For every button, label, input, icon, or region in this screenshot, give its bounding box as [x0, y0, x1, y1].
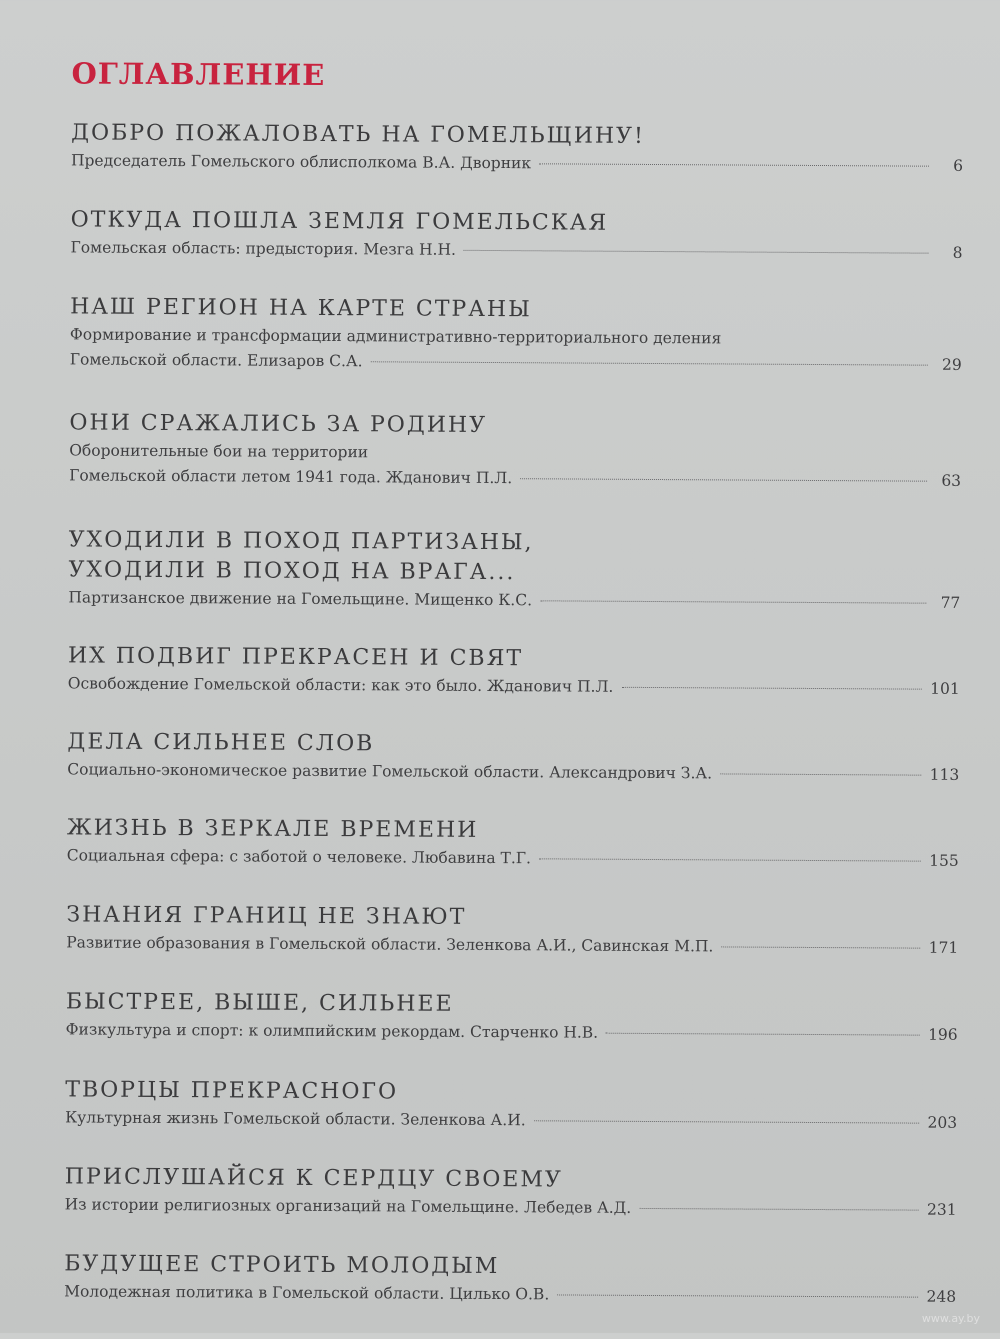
dot-leader	[639, 1208, 919, 1211]
toc-entry	[68, 585, 960, 615]
page-number: 196	[928, 1025, 958, 1044]
entry-text: Культурная жизнь Гомельской области. Зеленкова А.И.	[65, 1108, 526, 1130]
toc-section	[64, 1249, 956, 1309]
toc-entry	[66, 1017, 958, 1047]
toc-section	[68, 525, 961, 615]
page-title: ОГЛАВЛЕНИЕ	[71, 56, 326, 92]
section-heading: ПРИСЛУШАЙСЯ К СЕРДЦУ СВОЕМУ	[64, 1164, 563, 1193]
entry-text: Председатель Гомельского облисполкома В.А. Дворник	[70, 151, 532, 173]
toc-entry	[70, 347, 962, 377]
entry-text-line: Формирование и трансформации административно-территориального деления	[69, 325, 722, 348]
toc-section	[70, 205, 962, 265]
section-heading: ТВОРЦЫ ПРЕКРАСНОГО	[65, 1077, 399, 1105]
entry-text: Гомельской области летом 1941 года. Жданович П.Л.	[69, 466, 513, 488]
section-heading: БЫСТРЕЕ, ВЫШЕ, СИЛЬНЕЕ	[65, 989, 454, 1017]
toc-section	[65, 1075, 957, 1135]
entry-text: Социальная сфера: с заботой о человеке. Любавина Т.Г.	[66, 846, 532, 868]
toc-entry	[70, 235, 962, 265]
dot-leader	[721, 946, 920, 948]
dot-leader	[520, 478, 927, 481]
section-heading: БУДУЩЕЕ СТРОИТЬ МОЛОДЫМ	[64, 1251, 500, 1280]
entry-text: Физкультура и спорт: к олимпийским рекордам. Старченко Н.В.	[65, 1020, 599, 1042]
toc-section	[66, 987, 958, 1047]
toc-entry	[67, 843, 959, 873]
watermark: www.ay.by	[921, 1312, 980, 1325]
section-heading: НАШ РЕГИОН НА КАРТЕ СТРАНЫ	[70, 294, 532, 323]
entry-text: Партизанское движение на Гомельщине. Мищенко К.С.	[68, 588, 533, 610]
toc-section	[65, 1162, 957, 1222]
page-number: 29	[942, 355, 962, 374]
entry-text: Развитие образования в Гомельской области. Зеленкова А.И., Савинская М.П.	[66, 933, 714, 956]
toc-entry	[68, 671, 960, 701]
toc-section	[70, 292, 962, 377]
dot-leader	[534, 1120, 920, 1123]
toc-entry	[64, 1279, 956, 1309]
toc-section	[68, 641, 960, 701]
page-number: 231	[926, 1200, 957, 1219]
toc-section	[67, 813, 959, 873]
page-number: 77	[940, 593, 961, 612]
dot-leader	[557, 1294, 918, 1297]
section-heading: ДЕЛА СИЛЬНЕЕ СЛОВ	[67, 729, 375, 757]
dot-leader	[606, 1033, 920, 1036]
section-heading: УХОДИЛИ В ПОХОД НА ВРАГА...	[68, 557, 516, 586]
toc-entry	[67, 757, 959, 787]
section-heading: ЗНАНИЯ ГРАНИЦ НЕ ЗНАЮТ	[66, 902, 467, 930]
section-heading: ДОБРО ПОЖАЛОВАТЬ НА ГОМЕЛЬЩИНУ!	[71, 120, 645, 149]
dot-leader	[720, 773, 922, 775]
page-number: 171	[928, 938, 959, 957]
dot-leader	[371, 361, 928, 365]
section-heading: ИХ ПОДВИГ ПРЕКРАСЕН И СВЯТ	[67, 643, 524, 672]
page-number: 155	[929, 851, 959, 870]
toc-section	[71, 118, 963, 178]
toc-section	[66, 900, 958, 960]
page-number: 6	[953, 156, 964, 175]
toc-section	[69, 408, 961, 493]
page-number: 248	[926, 1287, 957, 1306]
page-number: 8	[952, 243, 963, 262]
toc-entry	[69, 463, 961, 493]
section-heading: ОНИ СРАЖАЛИСЬ ЗА РОДИНУ	[69, 410, 488, 438]
section-heading: ОТКУДА ПОШЛА ЗЕМЛЯ ГОМЕЛЬСКАЯ	[70, 207, 609, 236]
entry-text: Из истории религиозных организаций на Гомельщине. Лебедев А.Д.	[64, 1195, 632, 1217]
section-heading: ЖИЗНЬ В ЗЕРКАЛЕ ВРЕМЕНИ	[66, 815, 479, 843]
dot-leader	[464, 250, 929, 254]
toc-entry	[65, 1192, 957, 1222]
toc-entry	[66, 930, 958, 960]
section-heading: УХОДИЛИ В ПОХОД ПАРТИЗАНЫ,	[68, 527, 534, 556]
dot-leader	[539, 163, 929, 166]
toc-section	[67, 727, 959, 787]
toc-entry	[65, 1105, 957, 1135]
entry-text: Освобождение Гомельской области: как это было. Жданович П.Л.	[67, 674, 614, 696]
entry-text: Социально-экономическое развитие Гомельской области. Александрович З.А.	[67, 760, 713, 783]
toc-entry	[71, 148, 963, 178]
page-number: 113	[929, 765, 960, 784]
dot-leader	[539, 858, 921, 861]
entry-text: Молодежная политика в Гомельской области. Цилько О.В.	[64, 1282, 550, 1304]
entry-text: Гомельской области. Елизаров С.А.	[69, 350, 363, 371]
dot-leader	[621, 687, 922, 690]
page-number: 203	[927, 1113, 958, 1132]
page-number: 101	[930, 679, 960, 698]
entry-text-line: Оборонительные бои на территории	[69, 441, 369, 462]
page-number: 63	[941, 471, 962, 490]
entry-text: Гомельская область: предыстория. Мезга Н.Н.	[70, 238, 457, 259]
dot-leader	[540, 600, 926, 603]
